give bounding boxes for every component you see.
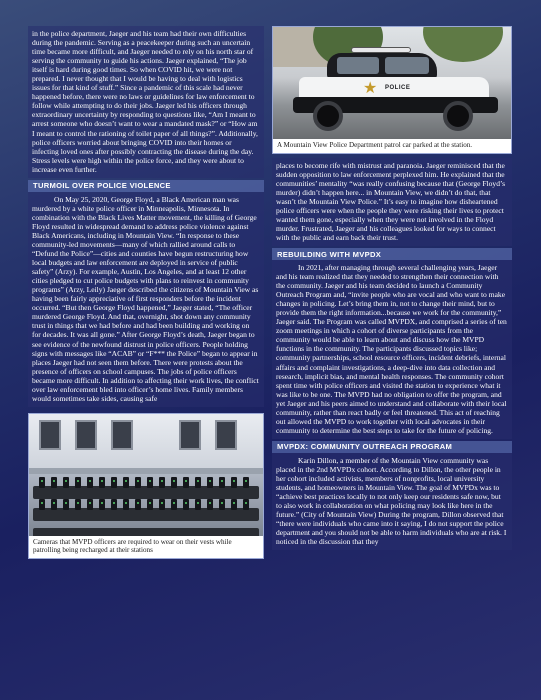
- section-heading-turmoil: TURMOIL OVER POLICE VIOLENCE: [28, 180, 264, 192]
- left-column: [28, 26, 264, 672]
- left-text-panel-2: [28, 192, 264, 407]
- section-heading-rebuilding: REBUILDING WITH MVPDX: [272, 248, 512, 260]
- charger-photo-block: [28, 413, 264, 559]
- car-photo-block: [272, 26, 512, 154]
- paragraph-pandemic: in the police department, Jaeger and his team had their own difficulties during the pandemic. Serving as a peacekeeper during such an uncertain time became more difficult, and Jaeger needed to rely on his north star of serving the community to guide his actions. Jaeger explained, “The job itself is hard during good times. So when COVID hit, we were not prepared. I never thought that I would be having to deal with logistics issues for that kind of stuff.” Since a pandemic of this scale had never happened before, there were no laws or guidelines for law enforcement to follow while attempting to do their jobs. Jaeger led his officers through extraordinary uncertainty by responding to questions like, “Am I meant to arrest someone who doesn’t want to wear a mandated mask?” or “How am I meant to control the rationing of toilet paper of all things?”. Additionally, police officers worried about bringing COVID into their homes or infecting loved ones after possibly contracting the disease during the day. Stress levels were high within the police force, and they were about to increase even further.: [32, 29, 258, 174]
- right-text-panel-3: [272, 453, 512, 550]
- patrol-car-photo: [273, 27, 511, 139]
- right-text-panel-2: [272, 260, 512, 439]
- camera-charging-station-photo: [29, 414, 263, 536]
- right-column: [272, 26, 512, 672]
- paragraph-mistrust: places to become rife with mistrust and paranoia. Jaeger reminisced that the sudden opposition to law enforcement perplexed him. He explained that the communities’ mentality “was really confusing because that (George Floyd’s murder) didn’t happen here... in Mountain View, we didn’t do that, that wasn’t the Mountain View Police.” It’s easy to imagine how disheartened police officers were when the people they were risking their lives to protect wanted them gone, especially when they were not involved in the Floyd murder. Frustrated, Jaeger and his colleagues looked for ways to connect with the public and earn back their trust.: [276, 160, 506, 242]
- police-car: [293, 51, 498, 121]
- car-photo-caption: A Mountain View Police Department patrol car parked at the station.: [273, 139, 511, 153]
- paragraph-karin-dillon: Karin Dillon, a member of the Mountain View community was placed in the 2nd MVPDx cohort. According to Dillon, the other people in her cohort included activists, members of nonprofits, local university students, and homeowners in Mountain View. The goal of MVPDx was to “achieve best practices locally to not only keep our residents safe now, but to also work in collaboration on what policing may look like here in the future.” (City of Mountain View) During the program, Dillon observed that “there were individuals who came into it saying, I do not support the police department and you should not be able to harm individuals who are at risk. I noticed in the discussion that they: [276, 455, 507, 547]
- car-lettering: POLICE: [385, 85, 411, 91]
- right-text-panel: [272, 158, 512, 246]
- section-heading-outreach: MVPDX: COMMUNITY OUTREACH PROGRAM: [272, 441, 512, 453]
- police-star-icon: ★: [363, 80, 378, 97]
- charger-photo-caption: Cameras that MVPD officers are required to wear on their vests while patrolling being recharged at their stations: [29, 536, 263, 558]
- paragraph-mvpdx: In 2021, after managing through several challenging years, Jaeger and his team realized that they needed to strengthen their connection with the community. Jaeger and his team decided to launch a Community Outreach Program and, “invite people who are vocal and who want to make changes in policing. Let’s bring them in, not to change their mind, but to provide them the right information...because we work for the community,” Jaeger said. The Program was called MVPDX, and comprised a series of ten zoom meetings in which a cohort of diverse participants from the community would be able to learn about and discuss how the MVPD functions in the community. The participants discussed topics like; community partnerships, school resource officers, incident debriefs, internal affairs and complaint investigations, a deep-dive into data collection and research, implicit bias, and mental health responses. The community cohort spent time with police officers and visited the station to experience what it was like to be one. The MVPD had no obligation to offer the program, and yet Jaeger and his peers aimed to understand and collaborate with their local community, rather than react badly or feel threatened. This act of reaching out allowed the MVPD to work together with local advocates in their community to determine the best steps to take for the future of policing.: [276, 263, 507, 435]
- left-text-panel: [28, 26, 264, 178]
- paragraph-george-floyd: On May 25, 2020, George Floyd, a Black American man was murdered by a white police officer in Minneapolis, Minnesota. In combination with the Black Lives Matter movement, the killing of George Floyd resulted in widespread demand to address police violence against Black Americans, including in Mountain View. “In response to these community-led movements—many of which rallied around calls to “Defund the Police”—cities and counties have begun restructuring how local budgets and law enforcement are deployed in service of public safety” (Arzy). For example, Austin, Los Angeles, and at least 12 other cities pledged to cut police budgets with plans to reinvest in community programs” (Arzy, Leily) Jaeger described the citizens of Mountain View as having been fairly appreciative of first responders before the incident occurred. “But then George Floyd happened,” Jaeger stated, “The officer murdered George Floyd. And that, overnight, shot down any community trust in things that we had before and had been building and working on for decades. It was all gone.” After George Floyd’s death, Jaeger began to see evidence of the newfound distrust in police officers. People holding signs with messages like “ACAB” or “F*** the Police” began to appear in places Jaeger had not seen them before. There were protests about the presence of officers on school campuses. The jobs of police officers became more difficult. In addition to affecting their work lives, the conflict over law enforcement bled into officer’s home lives. Family members would sometimes take sides, causing safe: [32, 194, 259, 403]
